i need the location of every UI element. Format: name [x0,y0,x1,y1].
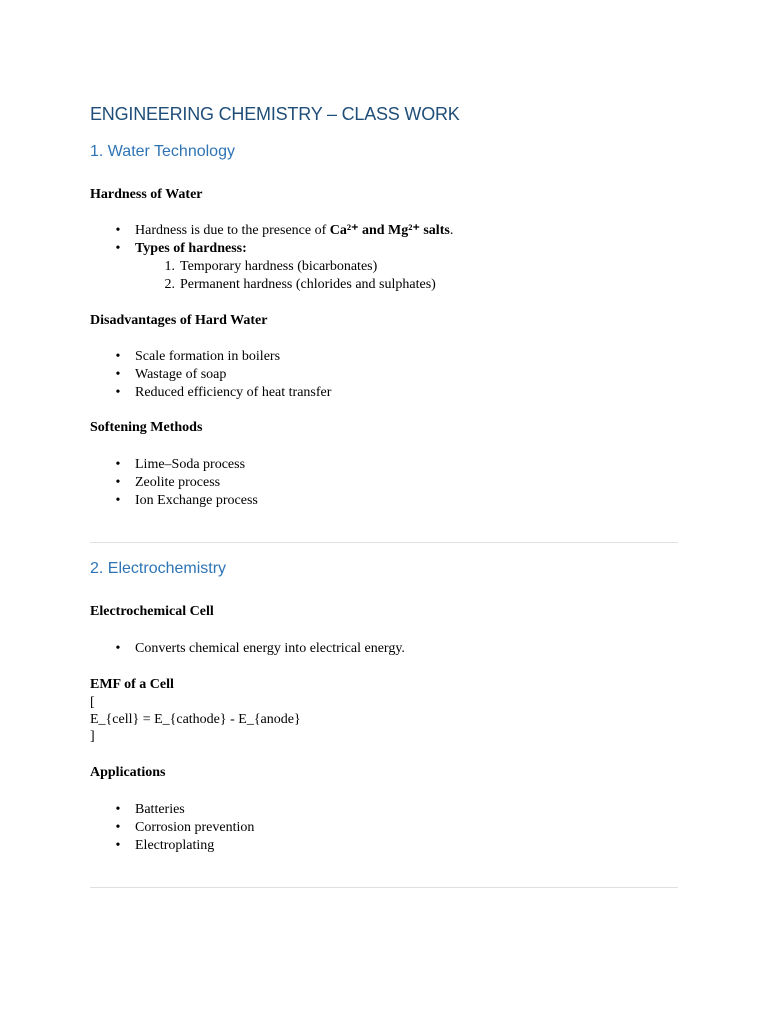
hardness-cause-salts: Ca²⁺ and Mg²⁺ salts [329,223,450,238]
section-divider [90,887,678,888]
bullet-icon: • [115,367,121,382]
list-item-text: Zeolite process [135,475,221,490]
electrochemical-cell-list [90,640,405,658]
list-item [90,456,258,474]
list-item-text: Reduced efficiency of heat transfer [135,385,332,400]
bullet-icon: • [115,475,121,490]
list-item [90,640,405,658]
types-of-hardness-label: Types of hardness: [135,241,247,256]
document-title: ENGINEERING CHEMISTRY – CLASS WORK [90,104,460,124]
list-item [135,276,436,294]
subheading-electrochemical-cell: Electrochemical Cell [90,604,214,619]
list-number: 2. [164,277,175,292]
bullet-icon: • [115,241,121,256]
list-item [90,801,254,819]
formula-open-bracket: [ [90,695,95,710]
list-item-text: Converts chemical energy into electrical energy. [135,641,405,656]
hardness-types-list [135,258,436,294]
bullet-icon: • [115,349,121,364]
list-item-text: Ion Exchange process [135,493,258,508]
section-heading-water-technology: 1. Water Technology [90,143,235,160]
emf-formula [90,694,301,745]
list-item-text: Temporary hardness (bicarbonates) [180,259,378,274]
hardness-cause-suffix: . [449,223,454,238]
subheading-emf-of-a-cell: EMF of a Cell [90,677,174,692]
hardness-list [90,222,453,258]
list-item [90,492,258,510]
bullet-icon: • [115,838,121,853]
subheading-disadvantages: Disadvantages of Hard Water [90,313,268,328]
list-item-text: Scale formation in boilers [135,349,281,364]
list-item [90,837,254,855]
list-item-text: Wastage of soap [135,367,227,382]
subheading-softening-methods: Softening Methods [90,420,203,435]
bullet-icon: • [115,223,121,238]
list-item [90,240,453,258]
softening-methods-list [90,456,258,510]
bullet-icon: • [115,802,121,817]
bullet-icon: • [115,641,121,656]
section-divider [90,542,678,543]
section-heading-electrochemistry: 2. Electrochemistry [90,560,227,577]
list-item-text: Batteries [135,802,185,817]
list-item-text: Electroplating [135,838,215,853]
formula-close-bracket: ] [90,729,95,744]
bullet-icon: • [115,820,121,835]
list-item [90,222,453,240]
list-item [90,819,254,837]
list-item [90,348,331,366]
bullet-icon: • [115,457,121,472]
list-item [135,258,436,276]
subheading-hardness-of-water: Hardness of Water [90,187,203,202]
disadvantages-list [90,348,331,402]
bullet-icon: • [115,385,121,400]
formula-expression: E_{cell} = E_{cathode} - E_{anode} [90,712,301,727]
applications-list [90,801,254,855]
list-number: 1. [164,259,175,274]
list-item-text: Permanent hardness (chlorides and sulphates) [180,277,436,292]
bullet-icon: • [115,493,121,508]
list-item [90,384,331,402]
list-item-text: Corrosion prevention [135,820,255,835]
list-item [90,366,331,384]
list-item-text: Lime–Soda process [135,457,246,472]
subheading-applications: Applications [90,765,166,780]
list-item [90,474,258,492]
hardness-cause-text: Hardness is due to the presence of [135,223,330,238]
